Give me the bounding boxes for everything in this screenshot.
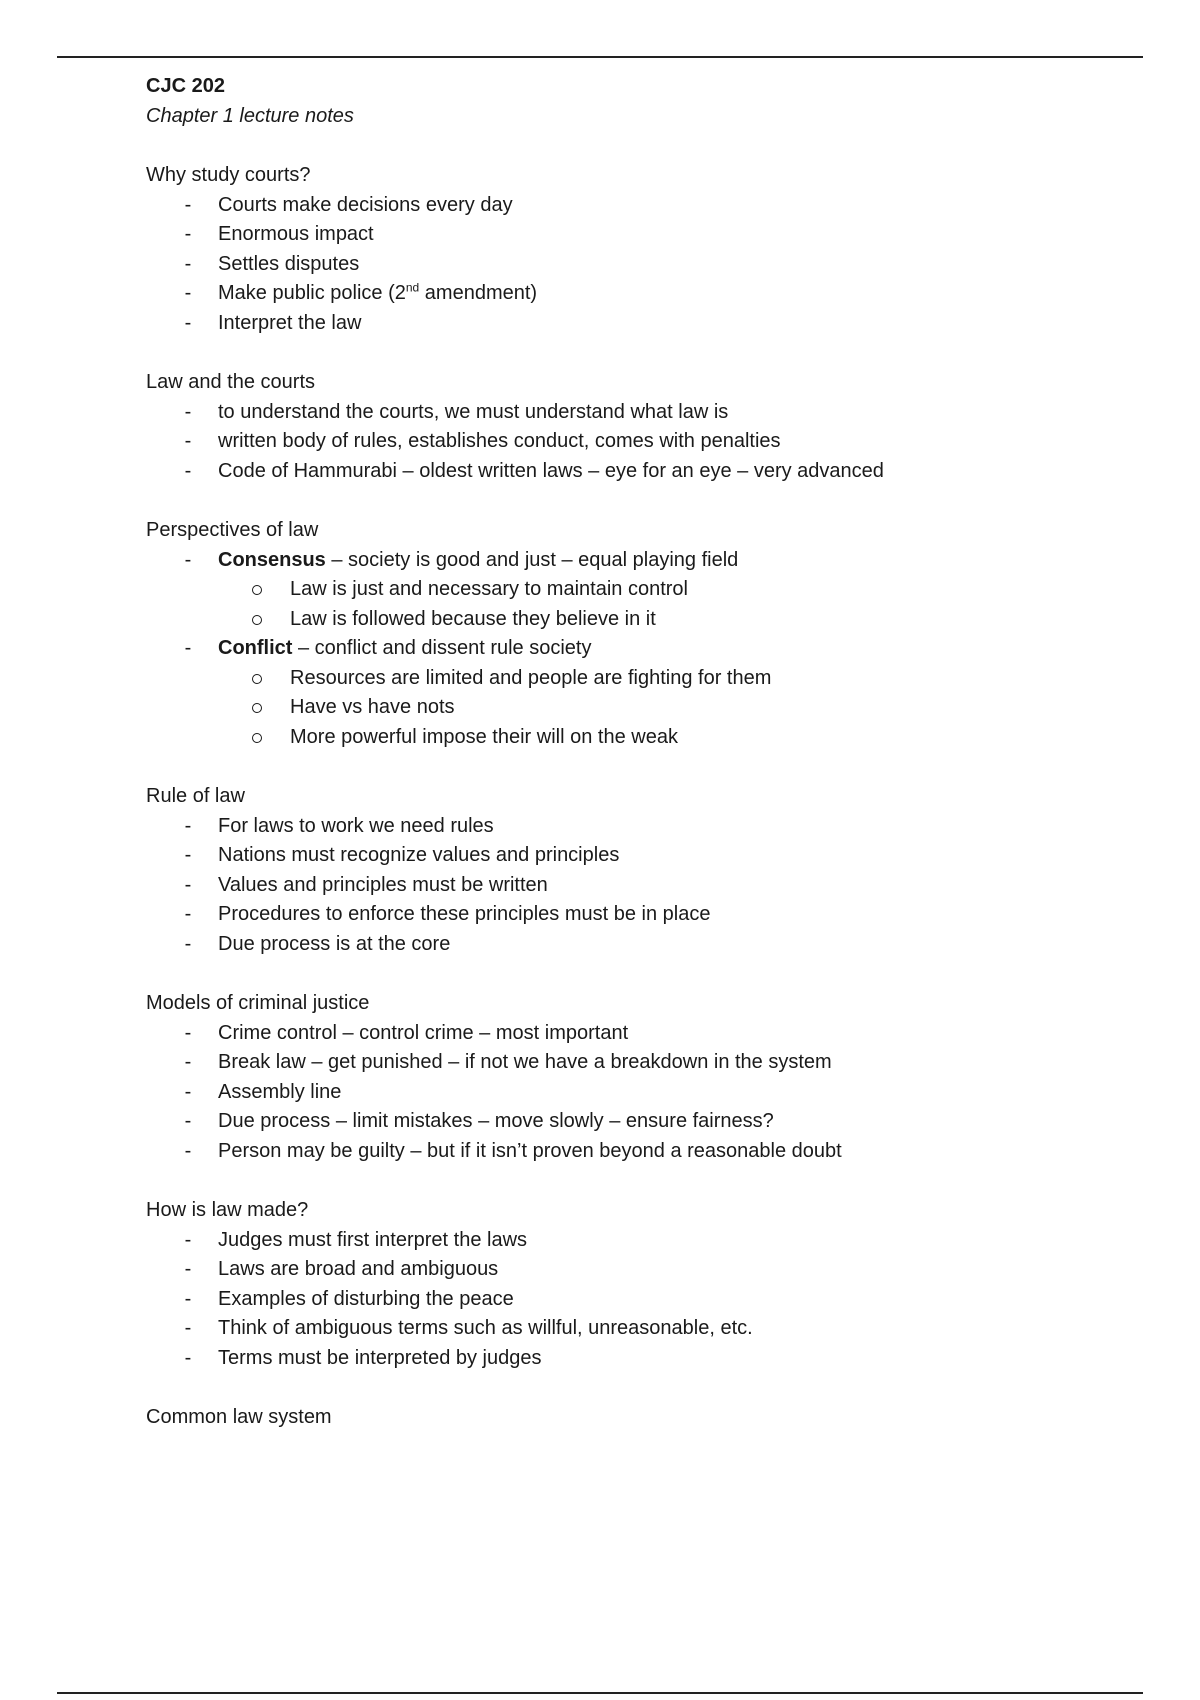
document-subtitle: Chapter 1 lecture notes — [146, 104, 354, 127]
list-item: - Terms must be interpreted by judges — [146, 1344, 1126, 1374]
dash-bullet-icon: - — [184, 252, 192, 275]
list-item: - Due process – limit mistakes – move slowly – ensure fairness? — [146, 1107, 1126, 1137]
dash-bullet-icon: - — [184, 903, 192, 925]
list-item: - Laws are broad and ambiguous — [146, 1255, 1126, 1285]
dash-bullet-icon: - — [184, 459, 192, 482]
list-item: - Person may be guilty – but if it isn’t proven beyond a reasonable doubt — [146, 1137, 1126, 1167]
dash-bullet-icon: - — [184, 1110, 192, 1132]
dash-bullet-icon: - — [184, 814, 192, 837]
dash-bullet-icon: - — [184, 223, 192, 245]
list-item: - Make public police (2nd amendment) — [146, 279, 1126, 309]
list-item: - written body of rules, establishes conduct, comes with penalties — [146, 427, 1126, 457]
list-item: - Crime control – control crime – most important — [146, 1019, 1126, 1049]
dash-bullet-icon: - — [184, 932, 192, 955]
bullet-list — [146, 191, 1126, 339]
dash-bullet-icon: - — [184, 311, 192, 334]
dash-bullet-icon: - — [184, 430, 192, 452]
dash-bullet-icon: - — [184, 1228, 192, 1251]
section-why-study-courts — [146, 161, 1126, 338]
section-rule-of-law — [146, 782, 1126, 959]
dash-bullet-icon: - — [184, 1346, 192, 1369]
list-item: - Conflict – conflict and dissent rule society Resources are limited and people are fighting for them Have vs have nots More powerful impose their will on the weak — [146, 634, 1126, 752]
sub-list-item: Law is just and necessary to maintain control — [218, 575, 1126, 605]
dash-bullet-icon: - — [184, 548, 192, 571]
bullet-list — [146, 1226, 1126, 1374]
dash-bullet-icon: - — [184, 1080, 192, 1103]
section-perspectives-of-law — [146, 516, 1126, 752]
list-item: - Procedures to enforce these principles must be in place — [146, 900, 1126, 930]
dash-bullet-icon: - — [184, 400, 192, 423]
document-body — [146, 72, 1126, 1433]
list-item: - Settles disputes — [146, 250, 1126, 280]
dash-bullet-icon: - — [184, 1317, 192, 1339]
list-item: - Consensus – society is good and just – equal playing field Law is just and necessary to maintain control Law is followed because they believe in it — [146, 546, 1126, 635]
circle-bullet-icon — [252, 674, 262, 684]
sub-list-item: Law is followed because they believe in it — [218, 605, 1126, 635]
sub-bullet-list — [218, 664, 1126, 753]
dash-bullet-icon: - — [184, 873, 192, 896]
dash-bullet-icon: - — [184, 282, 192, 304]
list-item: - Think of ambiguous terms such as willful, unreasonable, etc. — [146, 1314, 1126, 1344]
bullet-list — [146, 812, 1126, 960]
dash-bullet-icon: - — [184, 844, 192, 866]
sub-list-item: Resources are limited and people are fighting for them — [218, 664, 1126, 694]
list-item: - to understand the courts, we must understand what law is — [146, 398, 1126, 428]
list-item: - Break law – get punished – if not we have a breakdown in the system — [146, 1048, 1126, 1078]
section-heading: Law and the courts — [146, 371, 315, 393]
section-heading: Perspectives of law — [146, 519, 319, 541]
list-item: - For laws to work we need rules — [146, 812, 1126, 842]
top-rule — [57, 56, 1143, 58]
list-item: - Nations must recognize values and principles — [146, 841, 1126, 871]
circle-bullet-icon — [252, 585, 262, 595]
circle-bullet-icon — [252, 733, 262, 743]
dash-bullet-icon: - — [184, 1287, 192, 1310]
dash-bullet-icon: - — [184, 1051, 192, 1073]
list-item: - Enormous impact — [146, 220, 1126, 250]
circle-bullet-icon — [252, 703, 262, 713]
list-item: - Examples of disturbing the peace — [146, 1285, 1126, 1315]
list-item: - Courts make decisions every day — [146, 191, 1126, 221]
section-heading: Why study courts? — [146, 164, 311, 186]
bottom-rule — [57, 1692, 1143, 1694]
dash-bullet-icon: - — [184, 637, 192, 659]
dash-bullet-icon: - — [184, 1021, 192, 1044]
dash-bullet-icon: - — [184, 1139, 192, 1162]
section-heading: Rule of law — [146, 785, 245, 807]
sub-bullet-list — [218, 575, 1126, 634]
section-heading: Common law system — [146, 1406, 332, 1428]
course-code: CJC 202 — [146, 75, 225, 97]
section-models-of-criminal-justice — [146, 989, 1126, 1166]
bullet-list — [146, 1019, 1126, 1167]
term-consensus: Consensus — [218, 548, 326, 571]
list-item: - Interpret the law — [146, 309, 1126, 339]
term-conflict: Conflict — [218, 637, 293, 659]
circle-bullet-icon — [252, 615, 262, 625]
list-item: - Due process is at the core — [146, 930, 1126, 960]
sub-list-item: More powerful impose their will on the weak — [218, 723, 1126, 753]
section-heading: How is law made? — [146, 1199, 309, 1221]
list-item: - Judges must first interpret the laws — [146, 1226, 1126, 1256]
section-common-law-system — [146, 1403, 1126, 1433]
dash-bullet-icon: - — [184, 193, 192, 216]
section-law-and-courts — [146, 368, 1126, 486]
section-heading: Models of criminal justice — [146, 992, 370, 1014]
list-item: - Values and principles must be written — [146, 871, 1126, 901]
list-item: - Assembly line — [146, 1078, 1126, 1108]
ordinal-superscript: nd — [405, 280, 420, 295]
section-how-is-law-made — [146, 1196, 1126, 1373]
bullet-list — [146, 398, 1126, 487]
sub-list-item: Have vs have nots — [218, 693, 1126, 723]
dash-bullet-icon: - — [184, 1258, 192, 1280]
list-item: - Code of Hammurabi – oldest written laws – eye for an eye – very advanced — [146, 457, 1126, 487]
bullet-list — [146, 546, 1126, 753]
